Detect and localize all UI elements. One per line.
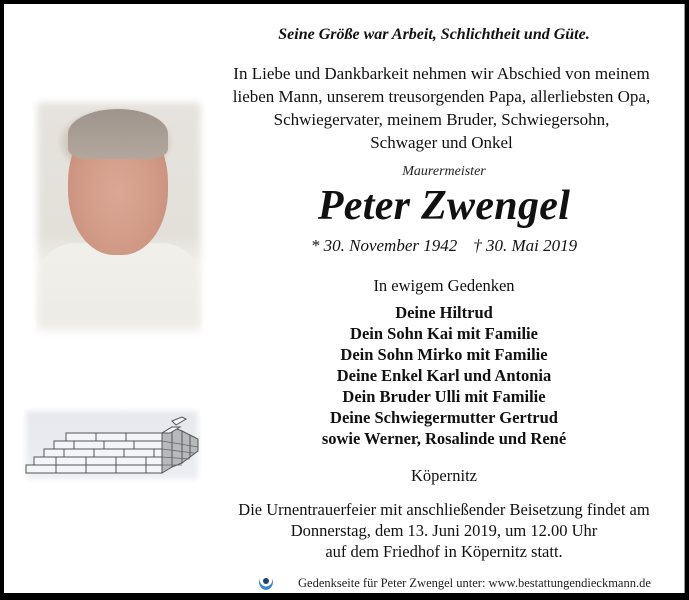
footer — [256, 573, 651, 593]
funeral-home-logo-icon — [256, 574, 276, 592]
brick — [116, 465, 146, 473]
brick — [54, 441, 74, 449]
mourner: Dein Sohn Kai mit Familie — [350, 324, 538, 343]
intro-line: Schwiegervater, meinem Bruder, Schwiegersohn, — [273, 110, 610, 129]
mourner: Deine Schwiegermutter Gertrud — [330, 408, 558, 427]
brick — [44, 449, 64, 457]
brick-wall-icon — [22, 407, 202, 483]
mourner: Dein Sohn Mirko mit Familie — [340, 345, 548, 364]
life-dates — [244, 236, 644, 256]
brick-wall-emblem — [22, 407, 202, 483]
intro-line: Schwager und Onkel — [370, 133, 513, 152]
mourner: Dein Bruder Ulli mit Familie — [342, 387, 546, 406]
brick — [146, 465, 162, 473]
obituary-notice — [4, 4, 685, 593]
brick — [96, 433, 126, 441]
funeral-line: Donnerstag, dem 13. Juni 2019, um 12.00 Uhr — [290, 521, 598, 540]
deceased-name: Peter Zwengel — [317, 183, 571, 229]
mourner: sowie Werner, Rosalinde und René — [321, 429, 567, 448]
memorial-page-link[interactable]: Gedenkseite für Peter Zwengel unter: www.bestattungendieckmann.de — [298, 575, 651, 590]
brick — [124, 449, 154, 457]
funeral-line: Die Urnentrauerfeier mit anschließender Beisetzung findet am — [238, 500, 650, 519]
brick — [126, 433, 162, 441]
intro-text — [214, 62, 669, 154]
mourner: Deine Enkel Karl und Antonia — [336, 366, 552, 385]
birth-date: * 30. November 1942 — [310, 236, 458, 255]
brick — [56, 457, 86, 465]
brick — [146, 457, 162, 465]
deceased-title: Maurermeister — [402, 164, 486, 179]
brick — [94, 449, 124, 457]
motto: Seine Größe war Arbeit, Schlichtheit und Güte. — [278, 26, 590, 43]
wall-top-brick — [172, 417, 186, 425]
death-date: † 30. Mai 2019 — [473, 236, 578, 255]
brick — [34, 457, 56, 465]
portrait-photo — [28, 93, 210, 338]
brick — [104, 441, 134, 449]
brick — [64, 449, 94, 457]
brick — [86, 457, 116, 465]
funeral-line: auf dem Friedhof in Köpernitz statt. — [325, 542, 563, 561]
funeral-info — [209, 499, 679, 562]
memory-line: In ewigem Gedenken — [373, 276, 515, 295]
brick — [74, 441, 104, 449]
brick — [66, 433, 96, 441]
intro-line: lieben Mann, unserem treusorgenden Papa, allerliebsten Opa, — [232, 87, 651, 106]
intro-line: In Liebe und Dankbarkeit nehmen wir Abschied von meinem — [233, 64, 650, 83]
photo-vignette — [28, 93, 210, 338]
mourners-list — [244, 302, 644, 449]
wall-side-step — [172, 427, 182, 467]
brick — [26, 465, 56, 473]
place: Köpernitz — [411, 466, 477, 485]
brick — [134, 441, 162, 449]
brick — [154, 449, 162, 457]
mourner: Deine Hiltrud — [395, 303, 493, 322]
brick — [86, 465, 116, 473]
brick — [56, 465, 86, 473]
brick — [116, 457, 146, 465]
